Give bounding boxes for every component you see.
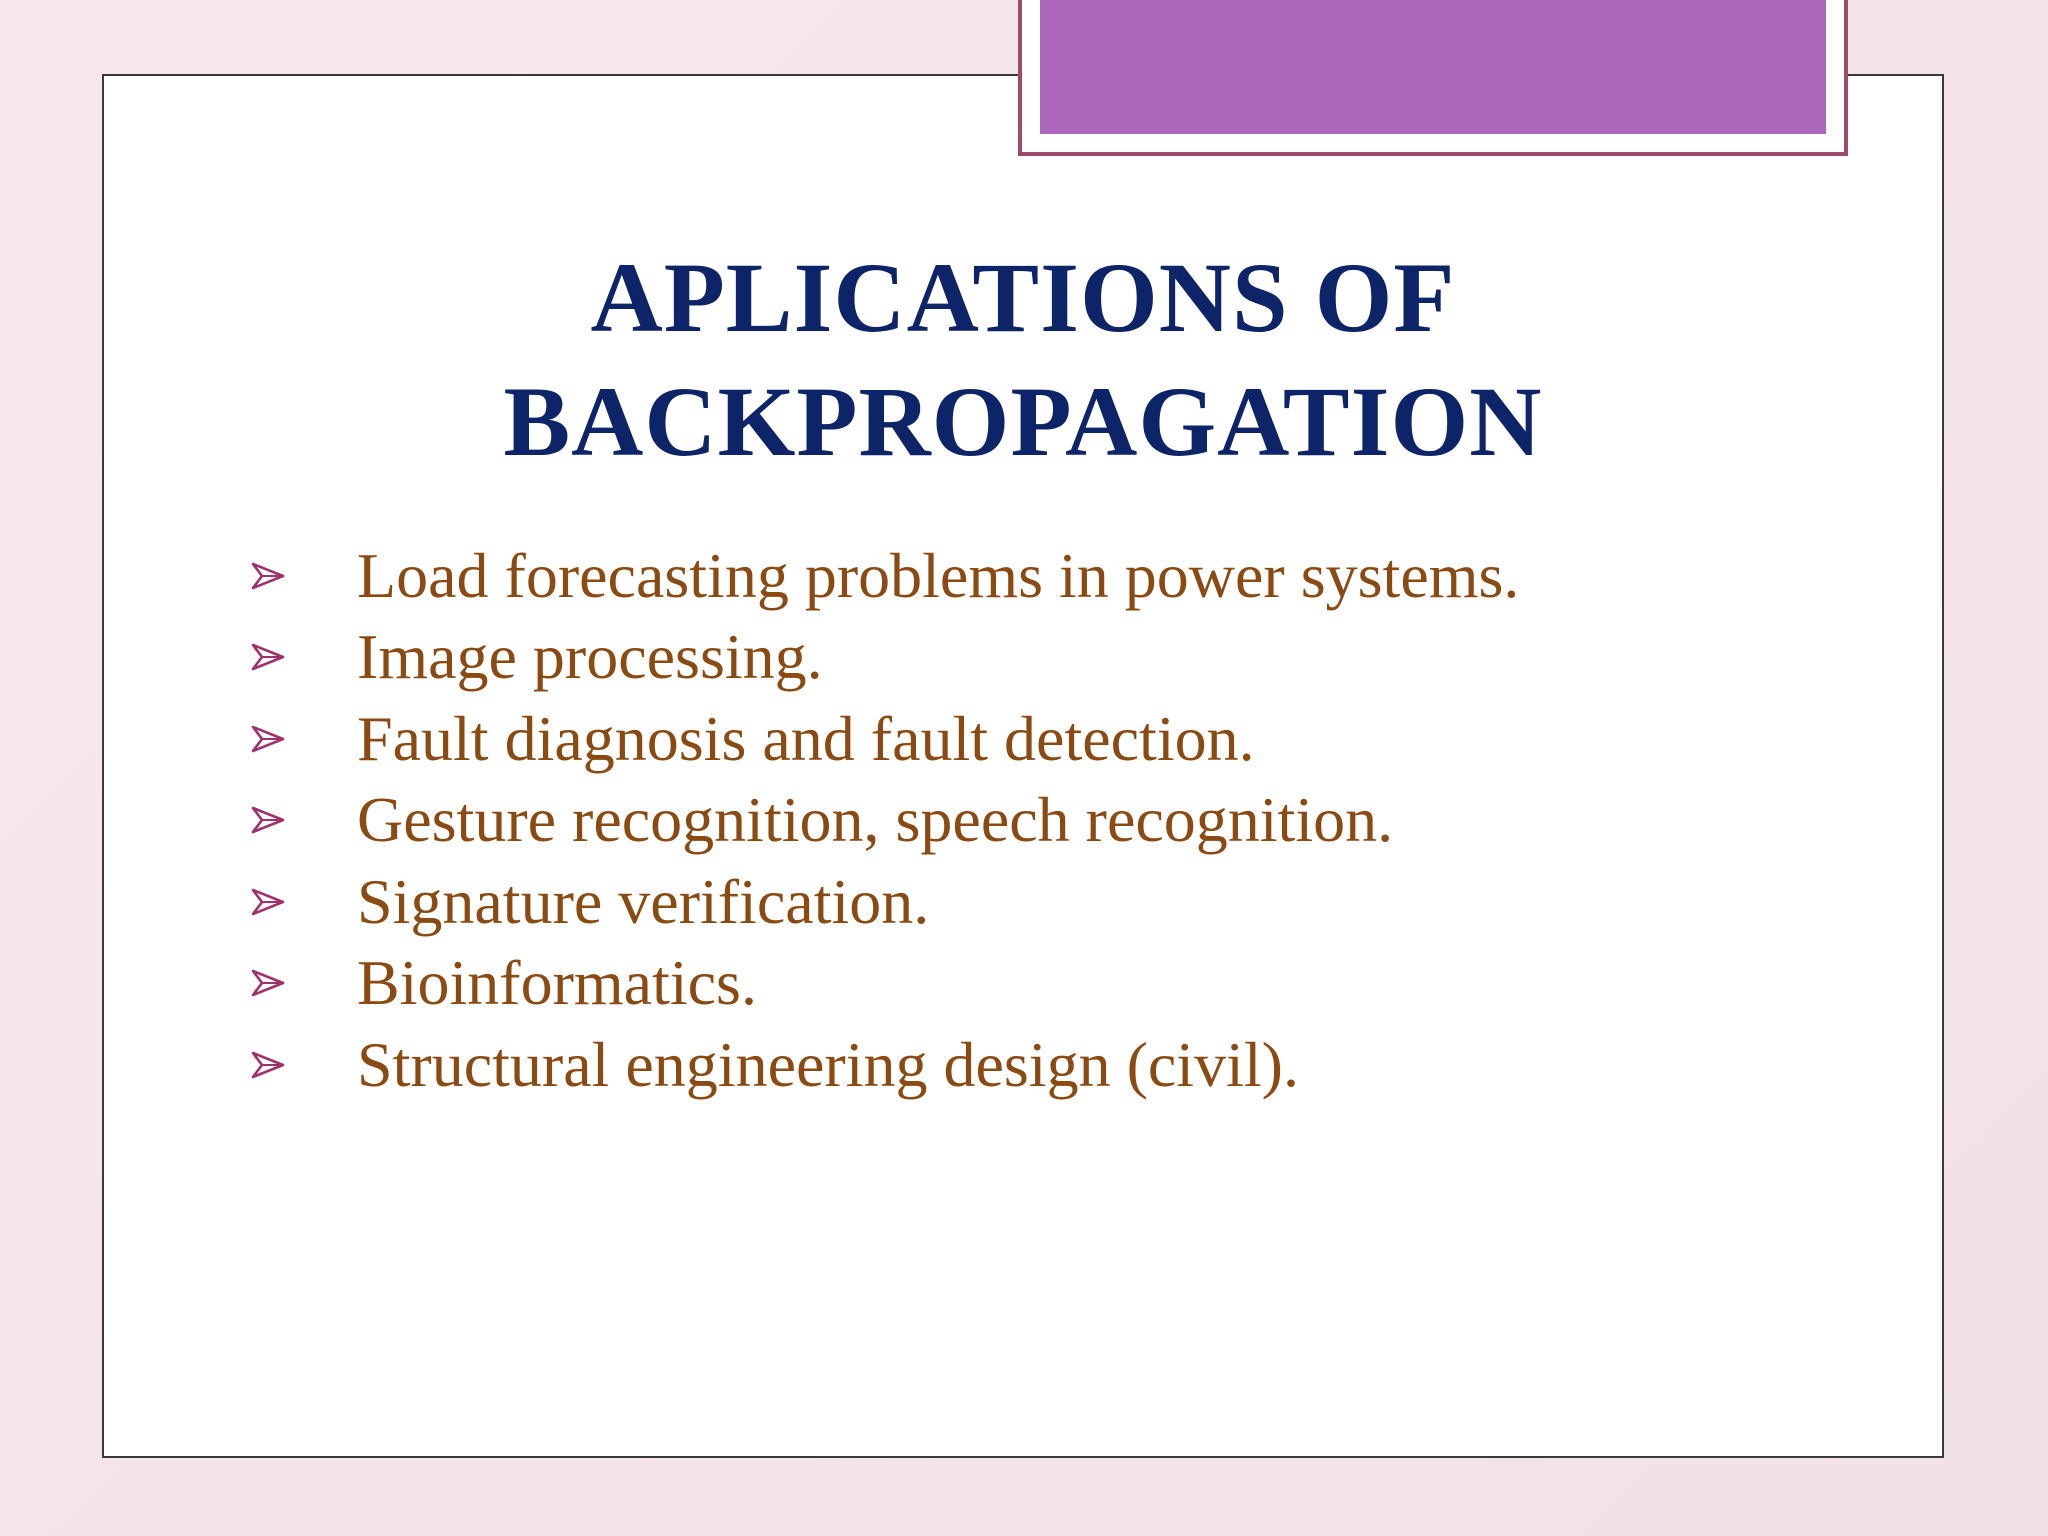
arrowhead-bullet-icon [250,888,286,916]
arrowhead-bullet-icon [250,969,286,997]
bullet-text: Load forecasting problems in power systems. [357,539,1520,611]
bullet-text: Structural engineering design (civil). [357,1028,1299,1100]
arrowhead-bullet-icon [250,562,286,590]
arrowhead-bullet-icon [250,725,286,753]
bullet-text: Image processing. [357,621,823,693]
slide-title-line-2: BACKPROPAGATION [503,366,1543,477]
bullet-text: Gesture recognition, speech recognition. [357,784,1394,856]
slide-title [102,236,1944,484]
slide-title-line-1: APLICATIONS OF [590,242,1456,353]
bullet-text: Bioinformatics. [357,947,757,1019]
bullet-text: Fault diagnosis and fault detection. [357,702,1255,774]
arrowhead-bullet-icon [250,806,286,834]
arrowhead-bullet-icon [250,643,286,671]
accent-tab-fill [1040,0,1826,134]
bullet-text: Signature verification. [357,865,930,937]
arrowhead-bullet-icon [250,1051,286,1079]
